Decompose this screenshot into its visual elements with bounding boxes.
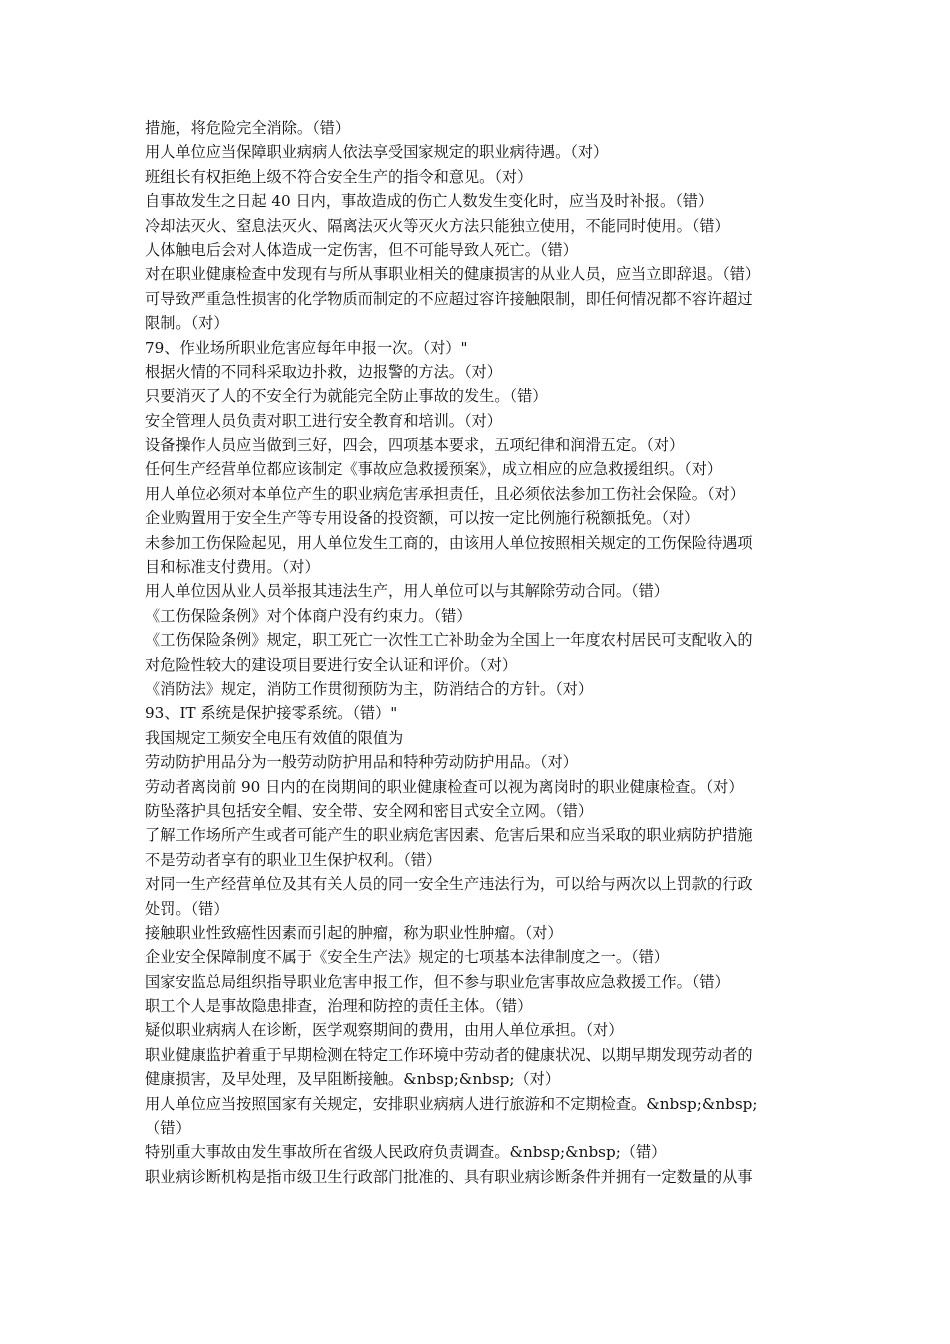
text-line: 人体触电后会对人体造成一定伤害，但不可能导致人死亡。（错） (145, 240, 578, 259)
text-line: 了解工作场所产生或者可能产生的职业病危害因素、危害后果和应当采取的职业病防护措施 (145, 826, 753, 845)
text-line: 目和标准支付费用。（对） (145, 558, 320, 577)
text-line: 职业病诊断机构是指市级卫生行政部门批准的、具有职业病诊断条件并拥有一定数量的从事 (145, 1167, 753, 1186)
text-line: 对危险性较大的建设项目要进行安全认证和评价。（对） (145, 655, 518, 674)
text-line: 用人单位因从业人员举报其违法生产，用人单位可以与其解除劳动合同。（错） (145, 582, 669, 601)
text-line: 特别重大事故由发生事故所在省级人民政府负责调查。&nbsp;&nbsp;（错） (145, 1143, 667, 1162)
text-line: 未参加工伤保险起见，用人单位发生工商的，由该用人单位按照相关规定的工伤保险待遇项 (145, 533, 753, 552)
text-line: 劳动者离岗前 90 日内的在岗期间的职业健康检查可以视为离岗时的职业健康检查。（对） (145, 777, 744, 796)
text-line: 根据火情的不同科采取边扑救，边报警的方法。（对） (145, 362, 502, 381)
text-line: 企业购置用于安全生产等专用设备的投资额，可以按一定比例施行税额抵免。（对） (145, 509, 700, 528)
text-line: 《消防法》规定，消防工作贯彻预防为主，防消结合的方针。（对） (145, 679, 594, 698)
text-line: 对在职业健康检查中发现有与所从事职业相关的健康损害的从业人员，应当立即辞退。（错） (145, 265, 761, 284)
text-line: 安全管理人员负责对职工进行安全教育和培训。（对） (145, 411, 502, 430)
text-line: 《工伤保险条例》规定，职工死亡一次性工亡补助金为全国上一年度农村居民可支配收入的 (145, 631, 753, 650)
document-body (145, 116, 815, 1189)
text-line: 用人单位必须对本单位产生的职业病危害承担责任，且必须依法参加工伤社会保险。（对） (145, 484, 745, 503)
text-line: 用人单位应当按照国家有关规定，安排职业病病人进行旅游和不定期检查。&nbsp;&nbsp; (145, 1094, 758, 1113)
text-line: 处罚。（错） (145, 899, 229, 918)
text-line: 班组长有权拒绝上级不符合安全生产的指令和意见。（对） (145, 167, 533, 186)
text-line: 冷却法灭火、窒息法灭火、隔离法灭火等灭火方法只能独立使用，不能同时使用。（错） (145, 216, 730, 235)
text-line: （错） (145, 1119, 191, 1138)
text-line: 任何生产经营单位都应该制定《事故应急救援预案》，成立相应的应急救援组织。（对） (145, 460, 723, 479)
text-line: 我国规定工频安全电压有效值的限值为 (145, 728, 404, 747)
text-line: 接触职业性致癌性因素而引起的肿瘤，称为职业性肿瘤。（对） (145, 923, 563, 942)
text-line: 防坠落护具包括安全帽、安全带、安全网和密目式安全立网。（错） (145, 801, 594, 820)
text-line: 只要消灭了人的不安全行为就能完全防止事故的发生。（错） (145, 387, 548, 406)
text-line: 企业安全保障制度不属于《安全生产法》规定的七项基本法律制度之一。（错） (145, 948, 669, 967)
text-line: 用人单位应当保障职业病病人依法享受国家规定的职业病待遇。（对） (145, 143, 609, 162)
text-line: 《工伤保险条例》对个体商户没有约束力。（错） (145, 606, 472, 625)
text-line: 限制。（对） (145, 314, 229, 333)
text-line: 对同一生产经营单位及其有关人员的同一安全生产违法行为，可以给与两次以上罚款的行政 (145, 875, 753, 894)
text-line: 国家安监总局组织指导职业危害申报工作，但不参与职业危害事故应急救援工作。（错） (145, 972, 730, 991)
text-line: 93、IT 系统是保护接零系统。（错）" (145, 704, 398, 723)
text-line: 职业健康监护着重于早期检测在特定工作环境中劳动者的健康状况、以期早期发现劳动者的 (145, 1045, 753, 1064)
text-line: 职工个人是事故隐患排查，治理和防控的责任主体。（错） (145, 997, 533, 1016)
text-line: 设备操作人员应当做到三好，四会，四项基本要求，五项纪律和润滑五定。（对） (145, 436, 685, 455)
text-line: 可导致严重急性损害的化学物质而制定的不应超过容许接触限制，即任何情况都不容许超过 (145, 289, 753, 308)
text-line: 疑似职业病病人在诊断，医学观察期间的费用，由用人单位承担。（对） (145, 1021, 624, 1040)
text-line: 劳动防护用品分为一般劳动防护用品和特种劳动防护用品。（对） (145, 753, 578, 772)
text-line: 健康损害，及早处理，及早阻断接触。&nbsp;&nbsp;（对） (145, 1070, 561, 1089)
text-line: 自事故发生之日起 40 日内，事故造成的伤亡人数发生变化时，应当及时补报。（错） (145, 192, 714, 211)
text-line: 措施，将危险完全消除。（错） (145, 119, 351, 137)
text-line: 79、作业场所职业危害应每年申报一次。（对）" (145, 338, 468, 357)
text-line: 不是劳动者享有的职业卫生保护权利。（错） (145, 850, 442, 869)
